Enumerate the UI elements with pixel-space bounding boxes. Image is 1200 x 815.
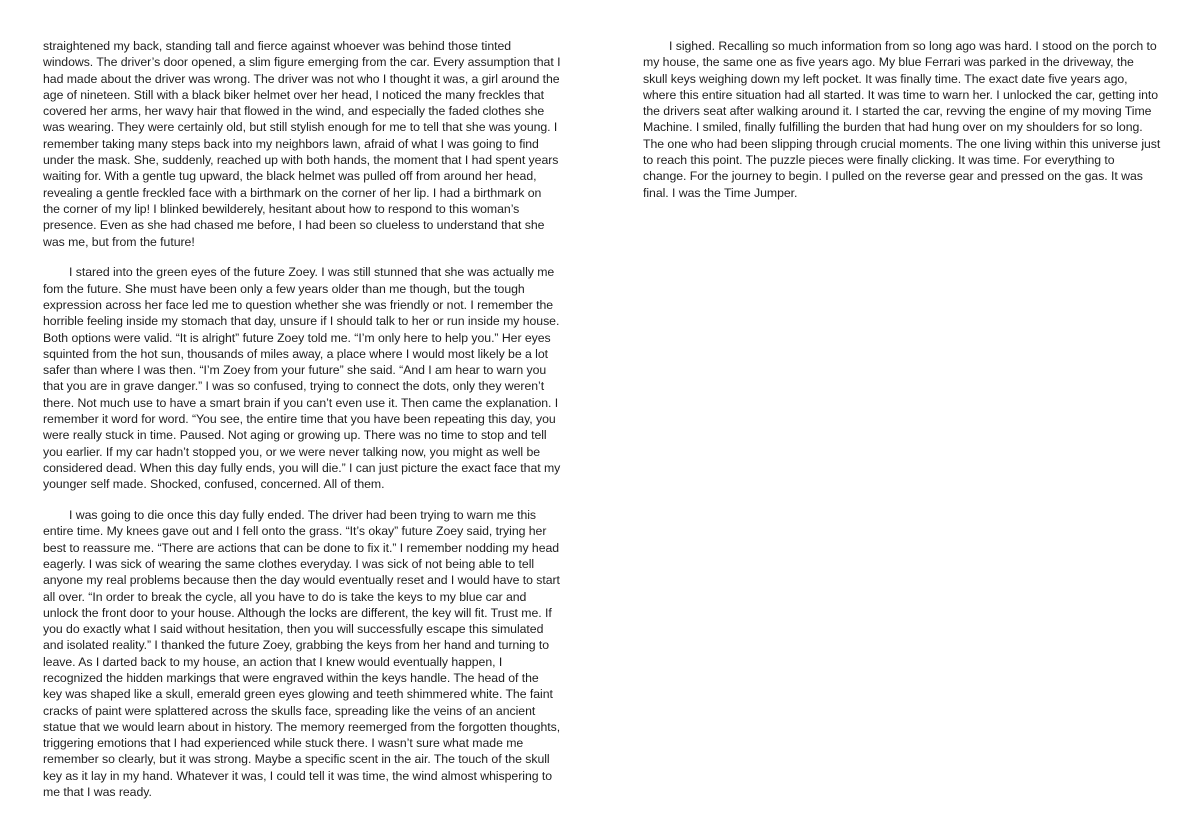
right-paragraph-1: I sighed. Recalling so much information from so long ago was hard. I stood on the porch to my house, the same one as five years ago. My blue Ferrari was parked in the driveway, the skull keys weighing down my left pocket. It was finally time. The exact date five years ago, where this entire situation had all started. It was time to warn her. I unlocked the car, getting into the drivers seat after walking around it. I started the car, revving the engine of my moving Time Machine. I smiled, finally fulfilling the burden that had hung over on my shoulders for so long. The one who had been slipping through crucial moments. The one living within this universe just to reach this point. The puzzle pieces were finally clicking. It was time. For everything to change. For the journey to begin. I pulled on the reverse gear and pressed on the gas. It was final. I was the Time Jumper.	[643, 39, 1161, 200]
left-paragraph-2: I stared into the green eyes of the future Zoey. I was still stunned that she was actually me fom the future. She must have been only a few years older than me though, but the tough expression across her face led me to question whether she was friendly or not. I remember the horrible feeling inside my stomach that day, unsure if I should talk to her or run inside my house. Both options were valid. “It is alright” future Zoey told me. “I’m only here to help you.” Her eyes squinted from the hot sun, thousands of miles away, a place where I would most likely be a lot safer than where I was then. “I’m Zoey from your future” she said. “And I am hear to warn you that you are in grave danger.” I was so confused, trying to connect the dots, only they weren’t there. Not much use to have a smart brain if you can’t even use it. Then came the explanation. I remember it word for word. “You see, the entire time that you have been repeating this day, you were really stuck in time. Paused. Not aging or growing up. There was no time to stop and tell you earlier. If my car hadn’t stopped you, or we were never talking now, you might as well be considered dead. When this day fully ends, you will die.” I can just picture the exact face that my younger self made. Shocked, confused, concerned. All of them.	[43, 265, 561, 492]
left-paragraph-3: I was going to die once this day fully ended. The driver had been trying to warn me this entire time. My knees gave out and I fell onto the grass. “It’s okay” future Zoey said, trying her best to reassure me. “There are actions that can be done to fix it.” I remember nodding my head eagerly. I was sick of wearing the same clothes everyday. I was sick of not being able to tell anyone my real problems because then the day would eventually reset and I would have to start all over. “In order to break the cycle, all you have to do is take the keys to my blue car and unlock the front door to your house. Although the locks are different, the key will fit. Trust me. If you do exactly what I said without hesitation, then you will successfully escape this simulated and isolated reality.” I thanked the future Zoey, grabbing the keys from her hand and turning to leave. As I darted back to my house, an action that I knew would eventually happen, I recognized the hidden markings that were engraved within the keys handle. The head of the key was shaped like a skull, emerald green eyes glowing and teeth shimmered white. The faint cracks of paint were splattered across the skulls face, spreading like the veins of an ancient statue that we would learn about in history. The memory reemerged from the forgotten thoughts, triggering emotions that I had experienced while stuck there. I wasn’t sure what made me remember so clearly, but it was strong. Maybe a specific scent in the air. The touch of the skull key as it lay in my hand. Whatever it was, I could tell it was time, the wind almost whispering to me that I was ready.	[43, 508, 561, 800]
left-page	[43, 38, 561, 815]
right-page	[643, 38, 1161, 215]
left-paragraph-1: straightened my back, standing tall and fierce against whoever was behind those tinted windows. The driver’s door opened, a slim figure emerging from the car. Every assumption that I had made about the driver was wrong. The driver was not who I thought it was, a girl around the age of nineteen. Still with a black biker helmet over her head, I noticed the many freckles that covered her arms, her wavy hair that flowed in the wind, and especially the faded clothes she was wearing. They were certainly old, but still stylish enough for me to tell that she was young. I remember taking many steps back into my neighbors lawn, afraid of what I was going to find under the mask. She, suddenly, reached up with both hands, the moment that I had spent years waiting for. With a gentle tug upward, the black helmet was pulled off from around her head, revealing a gentle freckled face with a birthmark on the corner of her lip. I had a birthmark on the corner of my lip! I blinked bewilderely, hesitant about how to respond to this woman’s presence. Even as she had chased me before, I had been so clueless to understand that she was me, but from the future!	[43, 39, 561, 249]
